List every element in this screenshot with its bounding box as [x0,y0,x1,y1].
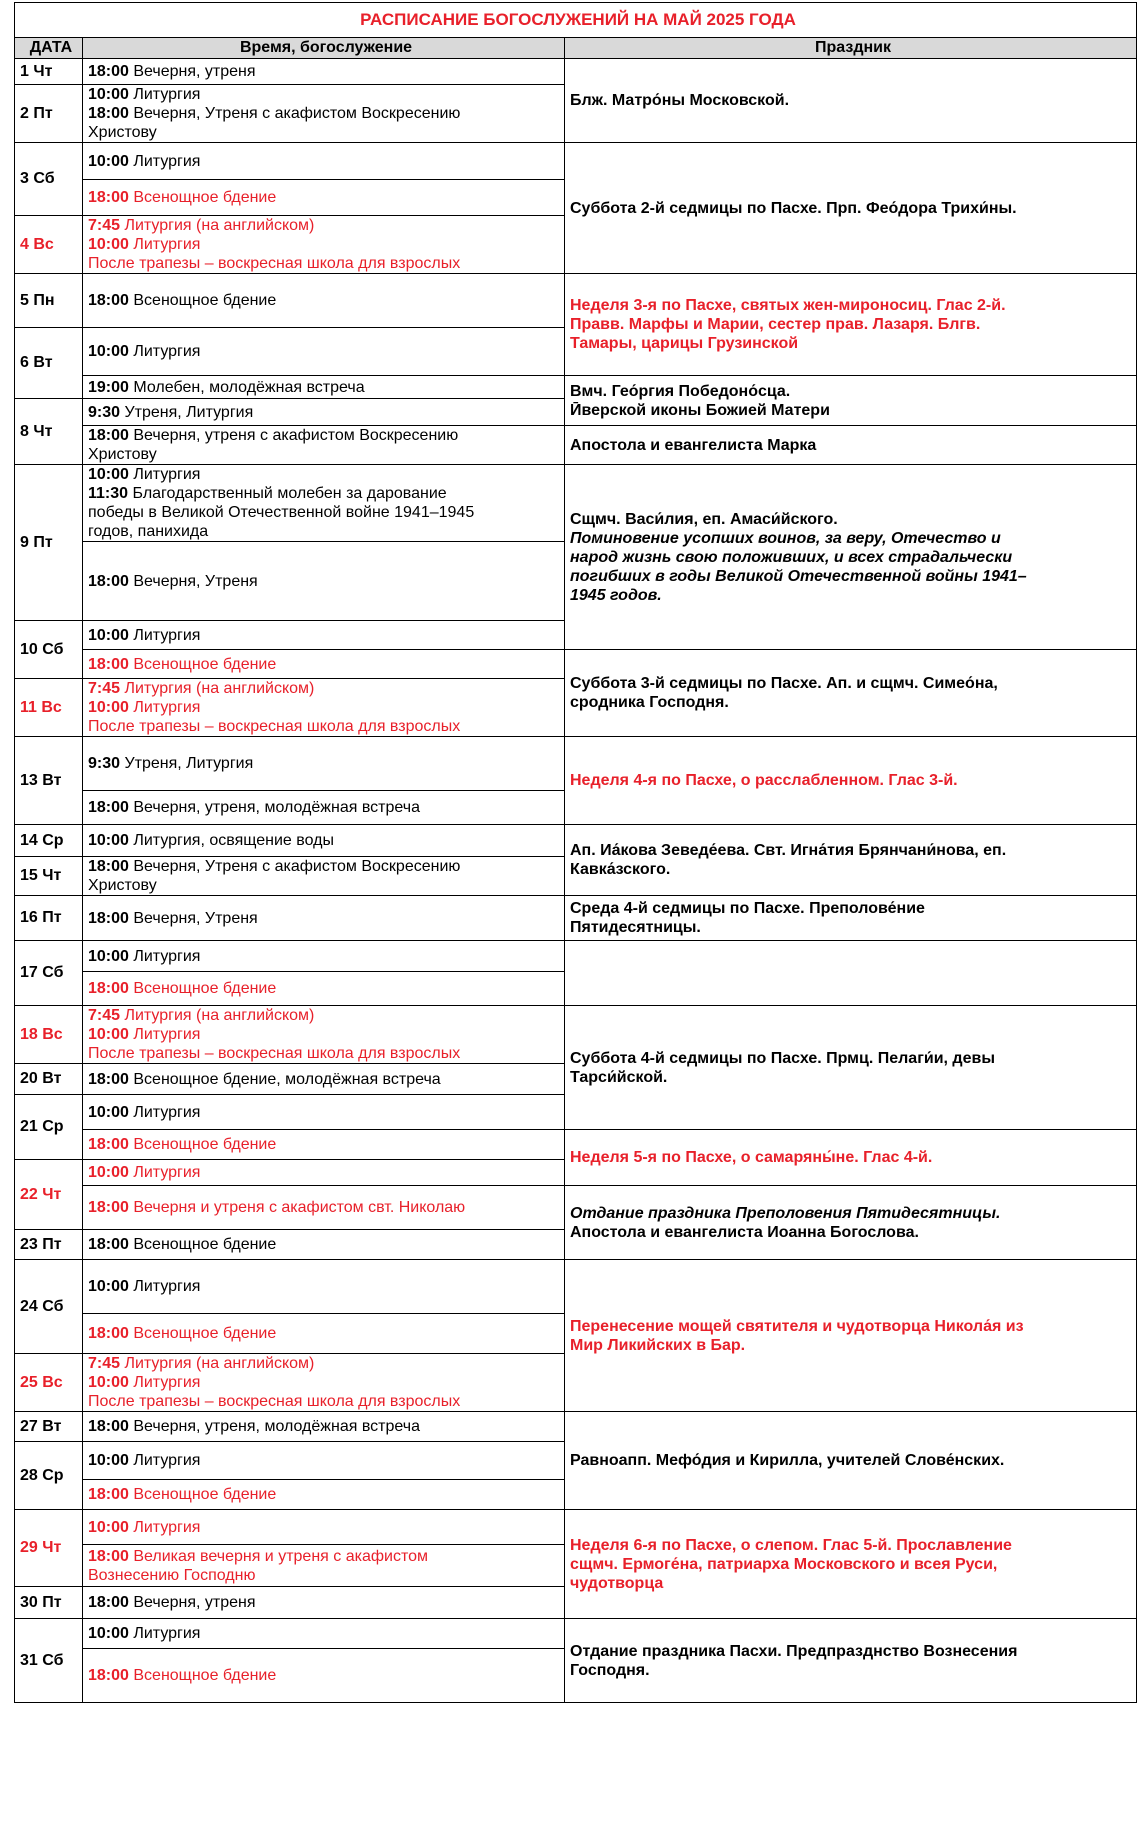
feast-cell [565,737,1137,825]
date-cell: 24 Сб [15,1260,83,1354]
schedule-row [15,426,1137,465]
feast-line: Пятидесятницы. [570,919,701,936]
service-line [88,62,564,81]
service-time: 9:30 [88,755,121,772]
service-cell [83,791,565,825]
feast-cell [565,896,1137,941]
date-cell: 6 Вт [15,328,83,399]
service-line [88,1277,564,1296]
service-line [88,235,564,254]
date-cell: 4 Вс [15,216,83,274]
service-text: Великая вечерня и утреня с акафистом [128,1547,428,1565]
date-cell: 5 Пн [15,274,83,328]
service-time: 10:00 [88,1278,129,1295]
service-time: 18:00 [88,292,129,309]
service-text: Вечерня, утреня, молодёжная встреча [128,799,420,816]
service-cell [83,216,565,274]
feast-line: чудотворца [570,1574,664,1592]
service-line [88,1135,564,1154]
service-line [88,1006,564,1025]
service-time: 7:45 [88,680,121,697]
date-cell: 11 Вс [15,679,83,737]
service-time: 10:00 [88,343,129,360]
feast-line: Отдание праздника Преполовения Пятидесятницы. [570,1204,1001,1222]
service-text: Литургия (на английском) [120,217,315,234]
service-line [88,1485,564,1504]
service-text: Христову [88,877,157,894]
service-cell [83,1230,565,1260]
service-text: Всенощное бдение [128,980,277,997]
service-text: После трапезы – воскресная школа для взрослых [88,1045,461,1062]
feast-line: Вмч. Гео́ргия Победоно́сца. [570,382,791,400]
service-line [88,655,564,674]
service-time: 18:00 [88,858,129,875]
service-line [88,342,564,361]
service-line [88,1547,564,1566]
service-time: 10:00 [88,466,129,483]
service-line [88,216,564,235]
service-text: Вечерня, Утреня [128,572,258,590]
feast-line: Господня. [570,1661,650,1679]
feast-cell [565,1412,1137,1510]
service-text: После трапезы – воскресная школа для взрослых [88,255,461,272]
service-time: 10:00 [88,1374,129,1391]
service-cell [83,85,565,143]
date-cell: 20 Вт [15,1064,83,1095]
date-cell: 1 Чт [15,59,83,85]
service-line [88,1324,564,1343]
service-text: Всенощное бдение [128,1486,277,1503]
service-time: 18:00 [88,1199,129,1216]
service-line [88,698,564,717]
service-text: Литургия [128,1278,201,1295]
feast-line: Сщмч. Васи́лия, еп. Амаси́йского. [570,510,838,528]
feast-line: Апостола и евангелиста Марка [570,436,817,454]
service-text: Литургия [128,626,201,644]
service-line [88,1392,564,1411]
feast-line: Среда 4-й седмицы по Пасхе. Преполове́ние [570,900,925,917]
service-cell [83,542,565,621]
service-text: Молебен, молодёжная встреча [128,378,365,396]
schedule-row [15,143,1137,180]
schedule-row [15,1510,1137,1545]
service-time: 10:00 [88,626,129,644]
feast-line: Неделя 4-я по Пасхе, о расслабленном. Глас 3-й. [570,772,958,789]
service-text: Вечерня, утреня [128,1594,256,1611]
service-cell [83,465,565,542]
feast-cell [565,426,1137,465]
column-header-date: ДАТА [15,38,83,59]
service-text: Литургия [128,152,201,170]
service-cell [83,941,565,972]
service-time: 10:00 [88,86,129,103]
date-cell: 30 Пт [15,1587,83,1619]
service-text: Всенощное бдение [128,1667,277,1684]
service-cell [83,399,565,426]
service-line [88,717,564,736]
feast-line: Поминовение усопших воинов, за веру, Отечество и [570,529,1001,547]
feast-cell [565,650,1137,737]
feast-line: Тамары, царицы Грузинской [570,335,799,352]
feast-line: Неделя 3-я по Пасхе, святых жен-мироносиц. Глас 2-й. [570,297,1006,314]
schedule-row [15,896,1137,941]
service-line [88,979,564,998]
service-time: 18:00 [88,1418,129,1435]
feast-cell [565,274,1137,376]
schedule-row [15,941,1137,972]
service-cell [83,1160,565,1186]
service-time: 18:00 [88,980,129,997]
schedule-row [15,465,1137,542]
service-cell [83,1006,565,1064]
feast-cell [565,59,1137,143]
service-time: 10:00 [88,1164,129,1181]
schedule-row [15,376,1137,399]
schedule-row [15,59,1137,85]
feast-cell [565,941,1137,1006]
service-line [88,1417,564,1436]
service-text: После трапезы – воскресная школа для взрослых [88,1393,461,1410]
service-time: 18:00 [88,1236,129,1253]
service-time: 11:30 [88,485,129,502]
date-cell: 9 Пт [15,465,83,621]
service-cell [83,1480,565,1510]
service-time: 7:45 [88,1355,121,1372]
date-cell: 27 Вт [15,1412,83,1442]
feast-line: сродника Господня. [570,694,729,711]
date-cell: 29 Чт [15,1510,83,1587]
service-text: Литургия [128,699,201,716]
feast-line: Ӣверской иконы Божией Матери [570,401,830,419]
service-time: 10:00 [88,152,129,170]
service-text: Христову [88,446,157,463]
feast-line: Суббота 3-й седмицы по Пасхе. Ап. и сщмч. Симео́на, [570,675,998,692]
service-cell [83,1545,565,1587]
service-line [88,465,564,484]
service-text: Литургия [128,343,201,360]
schedule-table [14,2,1137,1703]
service-cell [83,426,565,465]
feast-line: Неделя 5-я по Пасхе, о самаряны́не. Глас 4-й. [570,1149,933,1166]
service-text: Литургия [128,1026,201,1043]
service-time: 18:00 [88,909,129,927]
service-cell [83,1354,565,1412]
date-cell: 23 Пт [15,1230,83,1260]
service-line [88,831,564,850]
schedule-row [15,650,1137,679]
service-cell [83,1442,565,1480]
service-cell [83,1095,565,1130]
service-line [88,1624,564,1643]
service-cell [83,1064,565,1095]
service-text: Литургия (на английском) [120,1355,315,1372]
schedule-row [15,1260,1137,1314]
service-time: 18:00 [88,105,129,122]
service-text: годов, панихида [88,523,209,540]
service-cell [83,1130,565,1160]
service-time: 10:00 [88,1026,129,1043]
service-cell [83,1412,565,1442]
service-time: 18:00 [88,1547,129,1565]
service-line [88,1666,564,1685]
service-time: 18:00 [88,572,129,590]
date-cell: 25 Вс [15,1354,83,1412]
service-text: Утреня, Литургия [120,403,254,421]
service-text: Вечерня, утреня, молодёжная встреча [128,1418,420,1435]
date-cell: 28 Ср [15,1442,83,1510]
feast-line: Апостола и евангелиста Иоанна Богослова. [570,1223,919,1241]
schedule-row [15,737,1137,791]
service-line [88,1566,564,1585]
feast-line: погибших в годы Великой Отечественной войны 1941– [570,567,1027,585]
service-line [88,152,564,171]
service-cell [83,1619,565,1649]
service-line [88,1373,564,1392]
service-time: 10:00 [88,1625,129,1642]
service-time: 18:00 [88,655,129,673]
service-cell [83,180,565,216]
date-cell: 16 Пт [15,896,83,941]
date-cell: 18 Вс [15,1006,83,1064]
date-cell: 3 Сб [15,143,83,216]
feast-line: Суббота 2-й седмицы по Пасхе. Прп. Фео́дора Трихи́ны. [570,199,1017,217]
service-text: Литургия (на английском) [120,680,315,697]
service-time: 7:45 [88,1007,121,1024]
service-line [88,1025,564,1044]
service-cell [83,1186,565,1230]
service-cell [83,274,565,328]
service-time: 18:00 [88,189,129,206]
service-line [88,876,564,895]
service-line [88,123,564,142]
service-cell [83,857,565,896]
service-line [88,626,564,645]
service-line [88,291,564,310]
service-cell [83,737,565,791]
date-cell: 10 Сб [15,621,83,679]
feast-cell [565,1130,1137,1186]
service-line [88,403,564,422]
service-line [88,857,564,876]
service-text: Утреня, Литургия [120,755,254,772]
service-cell [83,896,565,941]
service-text: Литургия [128,86,201,103]
service-cell [83,1260,565,1314]
date-cell: 14 Ср [15,825,83,857]
service-text: Вечерня, Утреня с акафистом Воскресению [128,105,461,122]
service-line [88,798,564,817]
date-cell: 2 Пт [15,85,83,143]
service-time: 18:00 [88,427,129,444]
feast-cell [565,1619,1137,1703]
service-text: Вечерня и утреня с акафистом свт. Николаю [128,1199,466,1216]
feast-line: Блж. Матро́ны Московской. [570,92,790,109]
service-time: 18:00 [88,1667,129,1684]
service-text: Литургия [128,1374,201,1391]
service-line [88,484,564,503]
feast-line: Перенесение мощей святителя и чудотворца Никола́я из [570,1317,1024,1335]
service-cell [83,621,565,650]
service-cell [83,59,565,85]
feast-line: Тарси́йской. [570,1068,668,1086]
service-cell [83,1314,565,1354]
service-time: 18:00 [88,1136,129,1153]
service-cell [83,825,565,857]
feast-line: 1945 годов. [570,586,662,604]
service-text: Литургия (на английском) [120,1007,315,1024]
service-text: Литургия [128,1164,201,1181]
service-line [88,503,564,522]
feast-cell [565,1186,1137,1260]
schedule-row [15,1619,1137,1649]
service-line [88,188,564,207]
service-line [88,254,564,273]
schedule-row [15,825,1137,857]
feast-cell [565,1006,1137,1130]
service-text: После трапезы – воскресная школа для взрослых [88,718,461,735]
service-time: 19:00 [88,378,129,396]
service-cell [83,679,565,737]
service-line [88,1518,564,1537]
service-text: Всенощное бдение [128,655,277,673]
service-line [88,947,564,966]
feast-line: Правв. Марфы и Марии, сестер прав. Лазаря. Блгв. [570,316,981,333]
service-time: 10:00 [88,1518,129,1536]
service-text: Всенощное бдение [128,292,277,309]
date-cell: 22 Чт [15,1160,83,1230]
date-cell: 17 Сб [15,941,83,1006]
service-cell [83,1510,565,1545]
service-cell [83,1649,565,1703]
service-text: Вознесению Господню [88,1566,256,1584]
service-line [88,1070,564,1089]
service-text: Литургия [128,1103,201,1121]
feast-cell [565,465,1137,650]
service-time: 18:00 [88,799,129,816]
service-time: 18:00 [88,1486,129,1503]
feast-cell [565,1510,1137,1619]
date-cell: 21 Ср [15,1095,83,1160]
service-text: Литургия, освящение воды [128,832,334,849]
service-time: 18:00 [88,1594,129,1611]
service-text: Литургия [128,947,201,965]
service-cell [83,376,565,399]
service-text: Христову [88,124,157,141]
service-cell [83,328,565,376]
service-line [88,1198,564,1217]
schedule-row [15,1412,1137,1442]
service-line [88,679,564,698]
service-cell [83,972,565,1006]
column-header-feast: Праздник [565,38,1137,59]
schedule-row [15,1130,1137,1160]
date-cell: 8 Чт [15,399,83,465]
service-text: Вечерня, утреня с акафистом Воскресению [128,427,459,444]
feast-cell [565,376,1137,426]
service-text: Литургия [128,1518,201,1536]
date-cell: 31 Сб [15,1619,83,1703]
feast-cell [565,1260,1137,1412]
feast-line: народ жизнь свою положивших, и всех страдальчески [570,548,1013,566]
service-text: Всенощное бдение, молодёжная встреча [128,1070,441,1088]
service-time: 10:00 [88,947,129,965]
feast-line: Суббота 4-й седмицы по Пасхе. Прмц. Пелаги́и, девы [570,1049,995,1067]
date-cell: 15 Чт [15,857,83,896]
feast-line: Отдание праздника Пасхи. Предпразднство Вознесения [570,1642,1018,1660]
service-text: Литургия [128,1452,201,1469]
feast-cell [565,143,1137,274]
service-time: 7:45 [88,217,121,234]
service-line [88,426,564,445]
service-cell [83,1587,565,1619]
service-line [88,1163,564,1182]
service-time: 18:00 [88,1070,129,1088]
service-line [88,104,564,123]
service-line [88,1354,564,1373]
service-text: Всенощное бдение [128,1136,277,1153]
service-text: Всенощное бдение [128,1325,277,1342]
service-time: 10:00 [88,236,129,253]
service-time: 9:30 [88,403,121,421]
service-line [88,1235,564,1254]
service-text: победы в Великой Отечественной войне 1941–1945 [88,504,475,521]
service-line [88,1451,564,1470]
service-line [88,378,564,397]
schedule-row [15,1186,1137,1230]
column-header-service: Время, богослужение [83,38,565,59]
service-line [88,1593,564,1612]
service-time: 10:00 [88,832,129,849]
service-cell [83,143,565,180]
service-time: 10:00 [88,699,129,716]
feast-line: Кавка́зского. [570,861,671,878]
service-line [88,445,564,464]
feast-line: сщмч. Ермоге́на, патриарха Московского и всея Руси, [570,1555,998,1573]
feast-line: Ап. Иа́кова Зеведе́ева. Свт. Игна́тия Брянчани́нова, еп. [570,842,1007,859]
feast-line: Неделя 6-я по Пасхе, о слепом. Глас 5-й. Прославление [570,1536,1012,1554]
service-time: 10:00 [88,1452,129,1469]
service-text: Вечерня, утреня [128,63,256,80]
schedule-row [15,1006,1137,1064]
service-time: 10:00 [88,1103,129,1121]
service-text: Всенощное бдение [128,1236,277,1253]
service-text: Литургия [128,466,201,483]
page-title: РАСПИСАНИЕ БОГОСЛУЖЕНИЙ НА МАЙ 2025 ГОДА [15,3,1137,38]
service-text: Благодарственный молебен за дарование [128,485,447,502]
service-text: Литургия [128,236,201,253]
service-line [88,572,564,591]
feast-line: Мир Ликийских в Бар. [570,1336,746,1354]
service-line [88,85,564,104]
schedule-row [15,274,1137,328]
service-line [88,1103,564,1122]
service-text: Литургия [128,1625,201,1642]
feast-cell [565,825,1137,896]
service-line [88,909,564,928]
service-line [88,522,564,541]
service-line [88,1044,564,1063]
service-cell [83,650,565,679]
service-time: 18:00 [88,1325,129,1342]
service-text: Вечерня, Утреня с акафистом Воскресению [128,858,461,875]
service-text: Всенощное бдение [128,189,277,206]
service-time: 18:00 [88,63,129,80]
service-text: Вечерня, Утреня [128,909,258,927]
service-line [88,754,564,773]
feast-line: Равноапп. Мефо́дия и Кирилла, учителей Слове́нских. [570,1452,1005,1469]
date-cell: 13 Вт [15,737,83,825]
